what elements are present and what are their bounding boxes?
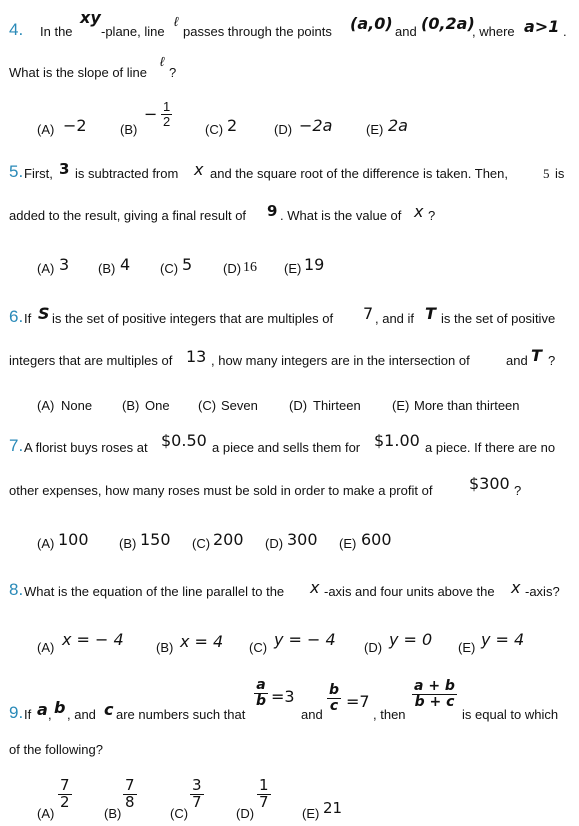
- choice-label: (D): [265, 536, 284, 551]
- choice-value: 21: [323, 799, 343, 817]
- question-text: -axis and four units above the: [324, 584, 495, 599]
- choice-value: More than thirteen: [414, 398, 520, 413]
- math-number: 13: [186, 347, 207, 366]
- fraction-numerator: 7: [60, 776, 70, 794]
- question-text: , how many integers are in the intersection of: [211, 353, 470, 368]
- math-var: x: [194, 160, 204, 179]
- choice-value: 2: [227, 116, 238, 135]
- choice-value: y = 4: [481, 630, 525, 649]
- choice-value: 100: [58, 530, 89, 549]
- choice-label: (D): [274, 122, 293, 137]
- math-number: 9: [267, 202, 278, 220]
- question-number: 8.: [9, 580, 24, 599]
- fraction-numerator: a + b: [414, 678, 455, 694]
- question-text: .: [563, 24, 567, 39]
- choice-label: (E): [392, 398, 410, 413]
- choice-value: None: [61, 398, 93, 413]
- choice-label: (E): [339, 536, 357, 551]
- choice-value: x = 4: [180, 632, 224, 651]
- math-var: ℓ: [174, 14, 179, 29]
- question-text: What is the slope of line: [9, 65, 148, 80]
- choice-value: −2a: [299, 116, 333, 135]
- choice-label: (B): [104, 806, 122, 821]
- question-text: , then: [373, 707, 406, 722]
- choice-label: (A): [37, 122, 55, 137]
- choice-fraction: [144, 100, 172, 128]
- question-text: What is the equation of the line parallel to the: [24, 584, 285, 599]
- choice-label: (D): [364, 640, 383, 655]
- choice-label: (E): [284, 261, 302, 276]
- choice-value: x = − 4: [62, 630, 124, 649]
- question-text: is the set of positive: [441, 311, 556, 326]
- math-money: $0.50: [161, 431, 207, 450]
- question-text: If: [24, 707, 32, 722]
- question-text: and: [506, 353, 528, 368]
- choice-value: 3: [59, 255, 70, 274]
- question-text: In the: [40, 24, 73, 39]
- choice-value: 150: [140, 530, 171, 549]
- choice-label: (E): [366, 122, 384, 137]
- question-text: A florist buys roses at: [24, 440, 148, 455]
- choice-fraction: [190, 778, 204, 811]
- fraction-denominator: 2: [163, 113, 171, 129]
- question-text: ,: [48, 707, 52, 722]
- choice-fraction: [58, 778, 72, 811]
- question-text: ?: [428, 208, 436, 223]
- math-number: 5: [543, 166, 550, 181]
- choice-label: (E): [458, 640, 476, 655]
- math-var: S: [38, 304, 50, 323]
- choice-label: (A): [37, 806, 55, 821]
- question-number: 5.: [9, 162, 24, 181]
- fraction-denominator: 7: [259, 792, 269, 811]
- ratio-fraction: [254, 678, 268, 708]
- choice-label: (C): [192, 536, 211, 551]
- choice-label: (C): [160, 261, 179, 276]
- choice-label: (C): [249, 640, 268, 655]
- question-text: ?: [548, 353, 556, 368]
- math-money: $300: [469, 474, 510, 493]
- choice-label: (A): [37, 261, 55, 276]
- choice-value: 200: [213, 530, 244, 549]
- choice-label: (D): [289, 398, 308, 413]
- math-var: x: [511, 578, 521, 597]
- choice-label: (B): [122, 398, 140, 413]
- minus-sign: −: [144, 104, 158, 124]
- math-expr: (0,2a): [421, 14, 475, 33]
- question-text: First,: [24, 166, 53, 181]
- choice-value: One: [145, 398, 170, 413]
- choice-value: Thirteen: [313, 398, 361, 413]
- choice-value: y = − 4: [274, 630, 336, 649]
- fraction-denominator: b: [256, 692, 267, 709]
- choice-label: (B): [119, 536, 137, 551]
- question-text: and: [395, 24, 417, 39]
- ratio-fraction: [412, 679, 457, 709]
- question-text: , and: [67, 707, 96, 722]
- choice-label: (C): [205, 122, 224, 137]
- fraction-numerator: 7: [125, 776, 135, 794]
- choice-fraction: [123, 778, 137, 811]
- fraction-numerator: 3: [192, 776, 202, 794]
- question-number: 4.: [9, 20, 24, 39]
- choice-label: (A): [37, 640, 55, 655]
- choice-value: 600: [361, 530, 392, 549]
- question-text: is: [555, 166, 565, 181]
- fraction-denominator: 8: [125, 792, 135, 811]
- equation-value: =7: [346, 692, 370, 711]
- question-text: , where: [472, 24, 515, 39]
- math-var: a: [37, 700, 48, 719]
- choice-label: (C): [198, 398, 217, 413]
- question-text: -axis?: [525, 584, 560, 599]
- choice-label: (D): [223, 261, 242, 276]
- fraction-denominator: 2: [60, 792, 70, 811]
- math-expr: (a,0): [350, 14, 393, 33]
- question-text: is subtracted from: [75, 166, 179, 181]
- question-number: 9.: [9, 703, 24, 722]
- math-number: 3: [59, 160, 70, 178]
- question-text: and: [301, 707, 323, 722]
- question-text: a piece. If there are no: [425, 440, 556, 455]
- math-var: ℓ: [160, 54, 165, 69]
- question-text: -plane, line: [101, 24, 165, 39]
- question-text: a piece and sells them for: [212, 440, 361, 455]
- choice-label: (B): [98, 261, 116, 276]
- choice-label: (A): [37, 398, 55, 413]
- fraction-denominator: 7: [192, 792, 202, 811]
- question-text: other expenses, how many roses must be sold in order to make a profit of: [9, 483, 433, 498]
- choice-value: 16: [243, 260, 257, 275]
- ratio-fraction: [327, 683, 341, 713]
- math-var: x: [310, 578, 320, 597]
- question-text: If: [24, 311, 32, 326]
- choice-label: (C): [170, 806, 189, 821]
- fraction-denominator: b + c: [414, 693, 455, 710]
- choice-value: 2a: [388, 116, 408, 135]
- math-var: c: [104, 700, 114, 719]
- choice-value: −2: [63, 116, 87, 135]
- question-text: ?: [169, 65, 177, 80]
- fraction-numerator: 1: [259, 776, 269, 794]
- fraction-denominator: c: [329, 697, 339, 714]
- choice-value: 19: [304, 255, 325, 274]
- math-number: 7: [363, 304, 374, 323]
- question-text: are numbers such that: [116, 707, 246, 722]
- choice-value: 300: [287, 530, 318, 549]
- math-var: b: [54, 698, 66, 717]
- choice-label: (A): [37, 536, 55, 551]
- equation-value: =3: [271, 687, 295, 706]
- math-money: $1.00: [374, 431, 420, 450]
- question-text: integers that are multiples of: [9, 353, 173, 368]
- choice-value: Seven: [221, 398, 258, 413]
- question-number: 6.: [9, 307, 24, 326]
- question-text: passes through the points: [183, 24, 332, 39]
- question-text: ?: [514, 483, 522, 498]
- fraction-numerator: a: [256, 677, 266, 693]
- question-text: is the set of positive integers that are multiples of: [52, 311, 334, 326]
- math-var: xy: [80, 8, 101, 27]
- question-text: is equal to which: [462, 707, 559, 722]
- question-number: 7.: [9, 436, 24, 455]
- question-text: of the following?: [9, 742, 103, 757]
- math-expr: a>1: [524, 17, 560, 36]
- math-var: x: [414, 202, 424, 221]
- choice-value: 5: [182, 255, 193, 274]
- math-var: T: [425, 304, 436, 323]
- question-text: and the square root of the difference is taken. Then,: [210, 166, 508, 181]
- question-text: . What is the value of: [280, 208, 402, 223]
- choice-label: (D): [236, 806, 255, 821]
- fraction-numerator: 1: [163, 99, 171, 114]
- choice-label: (E): [302, 806, 320, 821]
- question-text: , and if: [375, 311, 415, 326]
- choice-label: (B): [120, 122, 138, 137]
- fraction-numerator: b: [329, 682, 340, 698]
- choice-value: y = 0: [389, 630, 433, 649]
- question-text: added to the result, giving a final result of: [9, 208, 247, 223]
- math-var: T: [531, 346, 542, 365]
- choice-value: 4: [120, 255, 131, 274]
- choice-fraction: [257, 778, 271, 811]
- choice-label: (B): [156, 640, 174, 655]
